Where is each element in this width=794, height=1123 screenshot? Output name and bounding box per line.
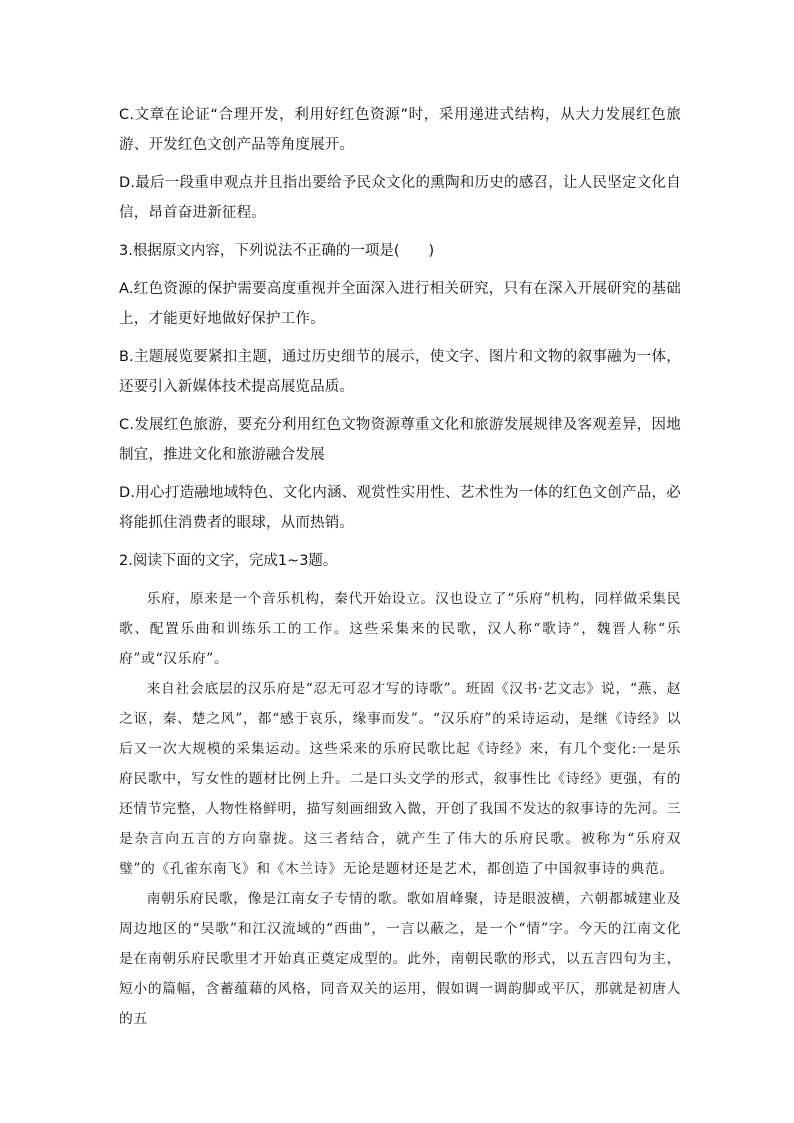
question3-option-a: A.红色资源的保护需要高度重视并全面深入进行相关研究，只有在深入开展研究的基础上，才能更好地做好保护工作。 [119, 281, 681, 327]
passage-paragraph-1: 乐府，原来是一个音乐机构，秦代开始设立。汉也设立了“乐府”机构，同样做采集民歌、配置乐曲和训练乐工的工作。这些采集来的民歌，汉人称“歌诗”，魏晋人称“乐府”或“汉乐府”。 [119, 591, 681, 667]
question2-option-c: C.文章在论证“合理开发，利用好红色资源”时，采用递进式结构，从大力发展红色旅游、开发红色文创产品等角度展开。 [119, 107, 681, 153]
question3-option-c: C.发展红色旅游，要充分利用红色文物资源尊重文化和旅游发展规律及客观差异，因地制宜，推进文化和旅游融合发展 [119, 417, 681, 463]
section2-heading: 2.阅读下面的文字，完成1~3题。 [119, 553, 338, 569]
reading-passage [119, 584, 681, 1034]
document-page [119, 100, 681, 1034]
question2-option-d: D.最后一段重申观点并且指出要给予民众文化的熏陶和历史的感召，让人民坚定文化自信，昂首奋进新征程。 [119, 175, 681, 221]
question3-stem: 3.根据原文内容，下列说法不正确的一项是( ) [119, 243, 435, 259]
passage-paragraph-2: 来自社会底层的汉乐府是“忍无可忍才写的诗歌”。班固《汉书·艺文志》说，“燕、赵之讴，秦、楚之风”，都“感于哀乐，缘事而发”。“汉乐府”的采诗运动，是继《诗经》以后又一次大规模的采集运动。这些采来的乐府民歌比起《诗经》来，有几个变化:一是乐府民歌中，写女性的题材比例上升。二是口头文学的形式，叙事性比《诗经》更强，有的还情节完整，人物性格鲜明，描写刻画细致入微，开创了我国不发达的叙事诗的先河。三是杂言向五言的方向靠拢。这三者结合，就产生了伟大的乐府民歌。被称为“乐府双璧”的《孔雀东南飞》和《木兰诗》无论是题材还是艺术，都创造了中国叙事诗的典范。 [119, 681, 681, 877]
question3-option-d: D.用心打造融地域特色、文化内涵、观赏性实用性、艺术性为一体的红色文创产品，必将能抓住消费者的眼球，从而热销。 [119, 485, 681, 531]
question3-option-b: B.主题展览要紧扣主题，通过历史细节的展示，使文字、图片和文物的叙事融为一体，还要引入新媒体技术提高展览品质。 [119, 349, 681, 395]
passage-paragraph-3: 南朝乐府民歌，像是江南女子专情的歌。歌如眉峰聚，诗是眼波横，六朝都城建业及周边地区的“吴歌”和江汉流域的“西曲”，一言以蔽之，是一个“情”字。今天的江南文化是在南朝乐府民歌里才开始真正奠定成型的。此外，南朝民歌的形式，以五言四句为主，短小的篇幅，含蓄蕴藉的风格，同音双关的运用，假如调一调韵脚或平仄，那就是初唐人的五 [119, 891, 681, 1027]
